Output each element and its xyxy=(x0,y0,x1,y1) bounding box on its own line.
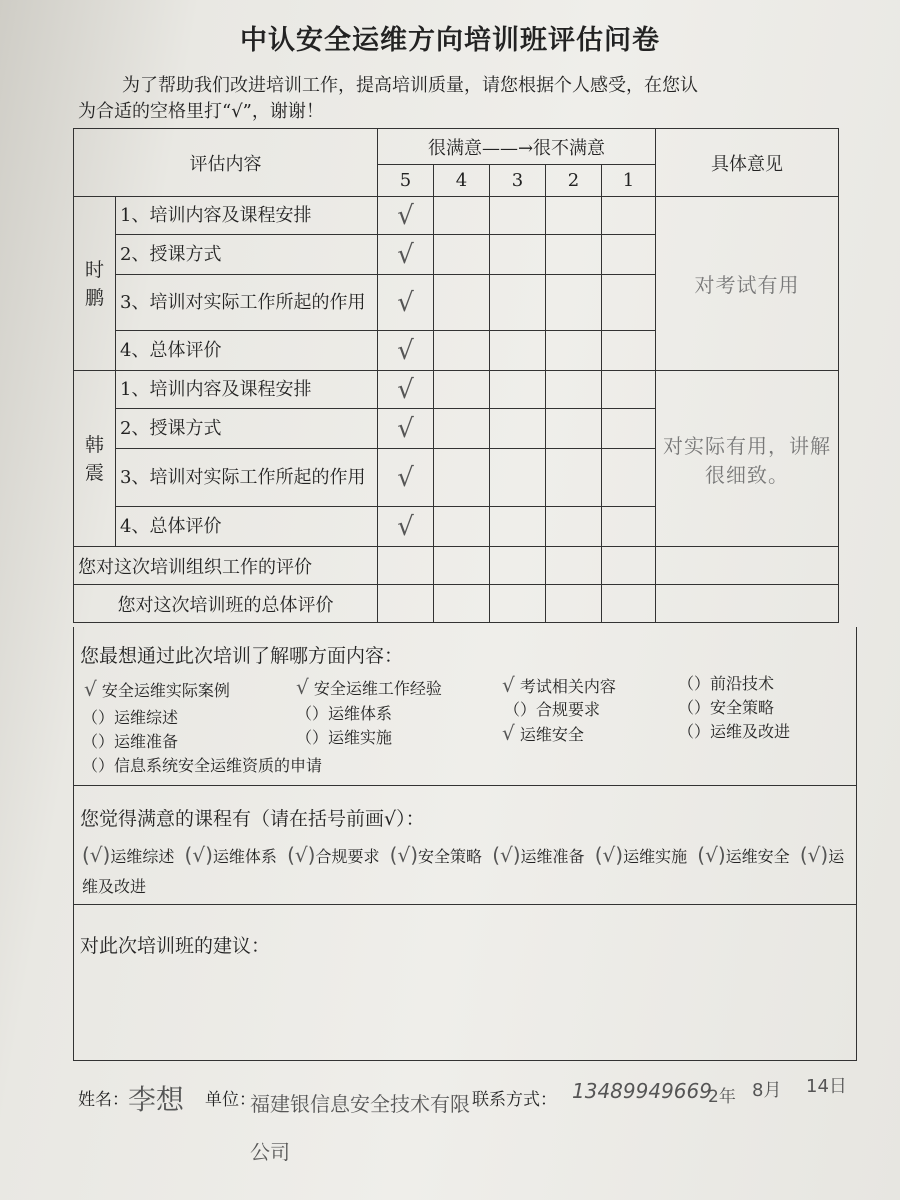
intro-line-1: 为了帮助我们改进培训工作，提高培训质量，请您根据个人感受，在您认 xyxy=(122,75,698,96)
score-cell[interactable] xyxy=(546,585,602,623)
option-item[interactable]: （）运维准备 xyxy=(82,732,179,751)
score-cell[interactable] xyxy=(602,409,656,449)
option-item[interactable]: （）运维及改进 xyxy=(678,722,791,741)
score-cell[interactable] xyxy=(490,275,546,331)
option-item[interactable]: （）运维体系 xyxy=(296,704,393,723)
option-item[interactable]: √ 安全运维实际案例 xyxy=(84,677,230,701)
option-item[interactable]: √ 安全运维工作经验 xyxy=(296,675,442,699)
score-cell[interactable] xyxy=(378,547,434,585)
score-cell[interactable] xyxy=(434,197,490,235)
person-name: 韩震 xyxy=(74,371,116,547)
option-item[interactable]: （）运维综述 xyxy=(82,708,179,727)
score-cell[interactable] xyxy=(434,331,490,371)
score-cell[interactable] xyxy=(602,331,656,371)
score-2: 2 xyxy=(546,165,602,197)
option-item[interactable]: （）信息系统安全运维资质的申请 xyxy=(82,756,323,775)
person-name: 时鹏 xyxy=(74,197,116,371)
score-cell[interactable] xyxy=(602,507,656,547)
course-option[interactable]: (√)运维及改进 xyxy=(82,843,845,896)
score-cell[interactable] xyxy=(602,585,656,623)
check-mark[interactable]: √ xyxy=(378,331,434,371)
header-opinion: 具体意见 xyxy=(656,129,839,197)
score-cell[interactable] xyxy=(490,507,546,547)
check-mark: √ xyxy=(502,673,515,697)
option-item[interactable]: （）安全策略 xyxy=(678,698,775,717)
score-cell[interactable] xyxy=(546,507,602,547)
empty-bracket: （） xyxy=(82,756,115,775)
suggestion-question: 对此次培训班的建议： xyxy=(80,935,271,957)
unit-handwriting: 福建银信息安全技术有限公司 xyxy=(250,1092,470,1164)
option-item[interactable]: √ 考试相关内容 xyxy=(502,673,616,697)
score-cell[interactable] xyxy=(546,331,602,371)
check-mark: √ xyxy=(296,675,309,699)
date-month: 8月 xyxy=(752,1080,782,1101)
course-options xyxy=(82,840,852,902)
score-cell[interactable] xyxy=(602,371,656,409)
intro-line-2: 为合适的空格里打“√”，谢谢！ xyxy=(78,101,324,122)
check-mark[interactable]: √ xyxy=(378,275,434,331)
eval-item: 4、总体评价 xyxy=(116,331,378,371)
name-label: 姓名： xyxy=(78,1090,129,1110)
option-item[interactable]: （）合规要求 xyxy=(504,700,601,719)
check-mark[interactable]: √ xyxy=(378,197,434,235)
score-cell[interactable] xyxy=(602,197,656,235)
name-handwriting: 李想 xyxy=(128,1083,185,1116)
course-option[interactable]: (√)运维准备 xyxy=(492,843,585,867)
score-cell[interactable] xyxy=(490,197,546,235)
satisfied-courses-section xyxy=(73,786,857,905)
phone-handwriting: 13489949669 xyxy=(572,1079,712,1103)
check-mark[interactable]: √ xyxy=(378,507,434,547)
eval-item: 1、培训内容及课程安排 xyxy=(116,371,378,409)
overall-eval-label: 您对这次培训班的总体评价 xyxy=(74,585,378,623)
score-4: 4 xyxy=(434,165,490,197)
eval-item: 2、授课方式 xyxy=(116,235,378,275)
evaluation-table xyxy=(73,128,839,623)
score-cell[interactable] xyxy=(490,585,546,623)
unit-label: 单位： xyxy=(205,1090,256,1110)
suggestion-section[interactable] xyxy=(73,905,857,1061)
check-mark[interactable]: √ xyxy=(378,235,434,275)
satisfied-question: 您觉得满意的课程有（请在括号前画√）： xyxy=(80,808,425,830)
check-mark[interactable]: √ xyxy=(378,449,434,507)
score-3: 3 xyxy=(490,165,546,197)
score-1: 1 xyxy=(602,165,656,197)
header-scale: 很满意——→很不满意 xyxy=(378,129,656,165)
score-cell[interactable] xyxy=(490,371,546,409)
check-mark: √ xyxy=(84,677,97,701)
opinion-handwriting: 对实际有用，讲解很细致。 xyxy=(656,371,839,547)
score-cell[interactable] xyxy=(434,371,490,409)
empty-bracket: （） xyxy=(504,700,537,719)
score-5: 5 xyxy=(378,165,434,197)
score-cell[interactable] xyxy=(434,409,490,449)
score-cell[interactable] xyxy=(602,235,656,275)
date-year: 2年 xyxy=(708,1087,736,1107)
score-cell[interactable] xyxy=(546,371,602,409)
interest-question: 您最想通过此次培训了解哪方面内容： xyxy=(80,645,404,667)
score-cell[interactable] xyxy=(546,547,602,585)
eval-item: 2、授课方式 xyxy=(116,409,378,449)
course-option[interactable]: (√)运维实施 xyxy=(594,843,688,867)
option-item[interactable]: √ 运维安全 xyxy=(502,721,584,745)
score-cell[interactable] xyxy=(490,235,546,275)
empty-bracket: （） xyxy=(296,704,329,723)
course-option[interactable]: (√)运维安全 xyxy=(697,843,790,867)
score-cell[interactable] xyxy=(490,409,546,449)
page-title: 中认安全运维方向培训班评估问卷 xyxy=(240,25,660,56)
check-mark[interactable]: √ xyxy=(378,371,434,409)
score-cell[interactable] xyxy=(378,585,434,623)
course-option[interactable]: (√)运维体系 xyxy=(184,843,277,867)
opinion-cell[interactable] xyxy=(656,547,839,585)
course-option[interactable]: (√)合规要求 xyxy=(287,843,380,867)
empty-bracket: （） xyxy=(82,732,115,751)
score-cell[interactable] xyxy=(434,449,490,507)
course-option[interactable]: (√)安全策略 xyxy=(389,843,483,867)
eval-item: 3、培训对实际工作所起的作用 xyxy=(116,275,378,331)
score-cell[interactable] xyxy=(602,275,656,331)
contact-label: 联系方式： xyxy=(472,1090,557,1110)
check-mark: √ xyxy=(502,721,515,745)
score-cell[interactable] xyxy=(490,331,546,371)
score-cell[interactable] xyxy=(602,449,656,507)
eval-item: 4、总体评价 xyxy=(116,507,378,547)
header-content: 评估内容 xyxy=(74,129,378,197)
score-cell[interactable] xyxy=(434,275,490,331)
course-option[interactable]: (√)运维综述 xyxy=(82,843,175,867)
option-item[interactable]: （）前沿技术 xyxy=(678,674,775,693)
score-cell[interactable] xyxy=(602,547,656,585)
score-cell[interactable] xyxy=(434,235,490,275)
score-cell[interactable] xyxy=(546,197,602,235)
check-mark[interactable]: √ xyxy=(378,409,434,449)
score-cell[interactable] xyxy=(546,275,602,331)
score-cell[interactable] xyxy=(434,547,490,585)
org-eval-label: 您对这次培训组织工作的评价 xyxy=(74,547,378,585)
score-cell[interactable] xyxy=(434,585,490,623)
empty-bracket: （） xyxy=(296,728,329,747)
empty-bracket: （） xyxy=(678,722,711,741)
option-item[interactable]: （）运维实施 xyxy=(296,728,393,747)
date-day: 14日 xyxy=(806,1076,847,1097)
eval-item: 3、培训对实际工作所起的作用 xyxy=(116,449,378,507)
score-cell[interactable] xyxy=(546,449,602,507)
score-cell[interactable] xyxy=(490,547,546,585)
score-cell[interactable] xyxy=(434,507,490,547)
score-cell[interactable] xyxy=(490,449,546,507)
interest-section xyxy=(73,627,857,786)
opinion-cell[interactable] xyxy=(656,585,839,623)
eval-item: 1、培训内容及课程安排 xyxy=(116,197,378,235)
empty-bracket: （） xyxy=(82,708,115,727)
empty-bracket: （） xyxy=(678,698,711,717)
score-cell[interactable] xyxy=(546,235,602,275)
opinion-handwriting: 对考试有用 xyxy=(656,197,839,371)
empty-bracket: （） xyxy=(678,674,711,693)
score-cell[interactable] xyxy=(546,409,602,449)
